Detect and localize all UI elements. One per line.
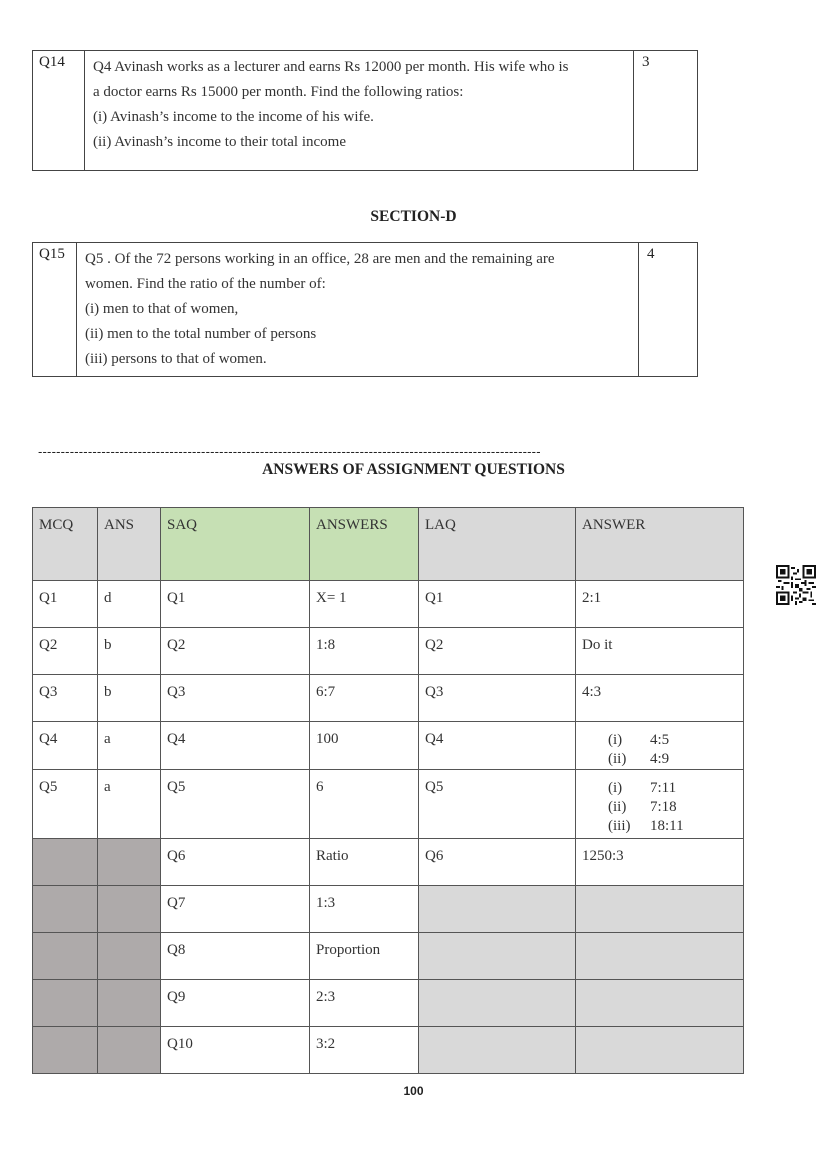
question-text bbox=[85, 51, 634, 171]
saq-cell: Q3 bbox=[161, 675, 310, 722]
saq-cell: Q5 bbox=[161, 770, 310, 839]
table-row bbox=[33, 675, 744, 722]
saq-answer-cell: 1:3 bbox=[310, 886, 419, 933]
answers-table bbox=[32, 507, 744, 1074]
laq-answer-cell: Do it bbox=[576, 628, 744, 675]
saq-cell: Q7 bbox=[161, 886, 310, 933]
saq-answer-cell: 100 bbox=[310, 722, 419, 770]
laq-answer-cell bbox=[576, 770, 744, 839]
laq-answer-cell bbox=[576, 933, 744, 980]
laq-cell bbox=[419, 886, 576, 933]
question-line: (i) men to that of women, bbox=[85, 301, 239, 317]
mcq-cell: Q3 bbox=[33, 675, 98, 722]
table-header-row bbox=[33, 508, 744, 581]
table-row bbox=[33, 628, 744, 675]
laq-cell: Q3 bbox=[419, 675, 576, 722]
laq-cell: Q4 bbox=[419, 722, 576, 770]
mcq-cell: Q1 bbox=[33, 581, 98, 628]
question-id: Q14 bbox=[33, 51, 85, 171]
laq-answer-cell: 4:3 bbox=[576, 675, 744, 722]
saq-answer-cell: 1:8 bbox=[310, 628, 419, 675]
table-row bbox=[33, 770, 744, 839]
header-mcq: MCQ bbox=[33, 508, 98, 581]
laq-cell: Q5 bbox=[419, 770, 576, 839]
mcq-cell: Q2 bbox=[33, 628, 98, 675]
header-saq: SAQ bbox=[161, 508, 310, 581]
laq-cell bbox=[419, 933, 576, 980]
saq-cell: Q2 bbox=[161, 628, 310, 675]
mcq-cell: Q5 bbox=[33, 770, 98, 839]
table-row bbox=[33, 933, 744, 980]
mcq-cell bbox=[33, 980, 98, 1027]
laq-answer-cell: 1250:3 bbox=[576, 839, 744, 886]
laq-answer-cell bbox=[576, 980, 744, 1027]
ans-cell: a bbox=[98, 770, 161, 839]
saq-answer-cell: 6 bbox=[310, 770, 419, 839]
mcq-cell bbox=[33, 886, 98, 933]
laq-answer-cell: 2:1 bbox=[576, 581, 744, 628]
qr-code-icon bbox=[776, 565, 816, 605]
mcq-cell bbox=[33, 933, 98, 980]
saq-answer-cell: 2:3 bbox=[310, 980, 419, 1027]
table-row bbox=[33, 581, 744, 628]
saq-answer-cell: X= 1 bbox=[310, 581, 419, 628]
sub-answer-value: 4:9 bbox=[650, 751, 670, 767]
section-heading: SECTION-D bbox=[370, 208, 457, 225]
laq-answer-cell bbox=[576, 1027, 744, 1074]
sub-answer-value: 4:5 bbox=[650, 732, 670, 748]
ans-cell bbox=[98, 886, 161, 933]
header-answers: ANSWERS bbox=[310, 508, 419, 581]
sub-answer-number: (ii) bbox=[608, 799, 627, 815]
ans-cell bbox=[98, 980, 161, 1027]
laq-cell: Q6 bbox=[419, 839, 576, 886]
ans-cell bbox=[98, 839, 161, 886]
ans-cell: b bbox=[98, 675, 161, 722]
question-line: a doctor earns Rs 15000 per month. Find the following ratios: bbox=[93, 84, 464, 100]
table-row bbox=[33, 886, 744, 933]
question-line: (ii) Avinash’s income to their total income bbox=[93, 134, 347, 150]
mcq-cell bbox=[33, 1027, 98, 1074]
question-marks: 4 bbox=[639, 243, 698, 377]
question-line: Q5 . Of the 72 persons working in an office, 28 are men and the remaining are bbox=[85, 251, 555, 267]
mcq-cell: Q4 bbox=[33, 722, 98, 770]
header-ans: ANS bbox=[98, 508, 161, 581]
saq-cell: Q8 bbox=[161, 933, 310, 980]
laq-answer-cell bbox=[576, 886, 744, 933]
sub-answer bbox=[608, 779, 737, 798]
laq-answer-cell bbox=[576, 722, 744, 770]
ans-cell bbox=[98, 1027, 161, 1074]
sub-answer-number: (ii) bbox=[608, 751, 627, 767]
divider-line: --------------------------------------------------------------------------------------------------------------- bbox=[38, 444, 541, 459]
sub-answer-number: (iii) bbox=[608, 818, 631, 834]
table-row bbox=[33, 980, 744, 1027]
laq-cell: Q1 bbox=[419, 581, 576, 628]
saq-cell: Q1 bbox=[161, 581, 310, 628]
sub-answer bbox=[608, 750, 737, 769]
question-line: (ii) men to the total number of persons bbox=[85, 326, 317, 342]
ans-cell: b bbox=[98, 628, 161, 675]
sub-answer bbox=[608, 731, 737, 750]
laq-cell bbox=[419, 980, 576, 1027]
ans-cell bbox=[98, 933, 161, 980]
sub-answer-value: 18:11 bbox=[650, 818, 684, 834]
question-q14 bbox=[32, 50, 698, 171]
saq-answer-cell: Proportion bbox=[310, 933, 419, 980]
sub-answer bbox=[608, 798, 737, 817]
sub-answer-value: 7:18 bbox=[650, 799, 677, 815]
saq-answer-cell: 3:2 bbox=[310, 1027, 419, 1074]
question-id: Q15 bbox=[33, 243, 77, 377]
sub-answer-number: (i) bbox=[608, 732, 623, 748]
saq-cell: Q6 bbox=[161, 839, 310, 886]
laq-cell: Q2 bbox=[419, 628, 576, 675]
ans-cell: d bbox=[98, 581, 161, 628]
saq-cell: Q9 bbox=[161, 980, 310, 1027]
sub-answer-number: (i) bbox=[608, 780, 623, 796]
question-text bbox=[77, 243, 639, 377]
table-row bbox=[33, 722, 744, 770]
ans-cell: a bbox=[98, 722, 161, 770]
page-number: 100 bbox=[403, 1084, 424, 1098]
sub-answer-value: 7:11 bbox=[650, 780, 677, 796]
saq-answer-cell: 6:7 bbox=[310, 675, 419, 722]
header-answer: ANSWER bbox=[576, 508, 744, 581]
question-q15 bbox=[32, 242, 698, 377]
question-line: Q4 Avinash works as a lecturer and earns Rs 12000 per month. His wife who is bbox=[93, 59, 569, 75]
question-line: women. Find the ratio of the number of: bbox=[85, 276, 326, 292]
answers-title: ANSWERS OF ASSIGNMENT QUESTIONS bbox=[262, 461, 565, 478]
table-row bbox=[33, 1027, 744, 1074]
saq-cell: Q10 bbox=[161, 1027, 310, 1074]
question-marks: 3 bbox=[634, 51, 698, 171]
header-laq: LAQ bbox=[419, 508, 576, 581]
sub-answer bbox=[608, 817, 737, 836]
question-line: (iii) persons to that of women. bbox=[85, 351, 267, 367]
mcq-cell bbox=[33, 839, 98, 886]
saq-cell: Q4 bbox=[161, 722, 310, 770]
laq-cell bbox=[419, 1027, 576, 1074]
question-line: (i) Avinash’s income to the income of his wife. bbox=[93, 109, 374, 125]
table-row bbox=[33, 839, 744, 886]
saq-answer-cell: Ratio bbox=[310, 839, 419, 886]
